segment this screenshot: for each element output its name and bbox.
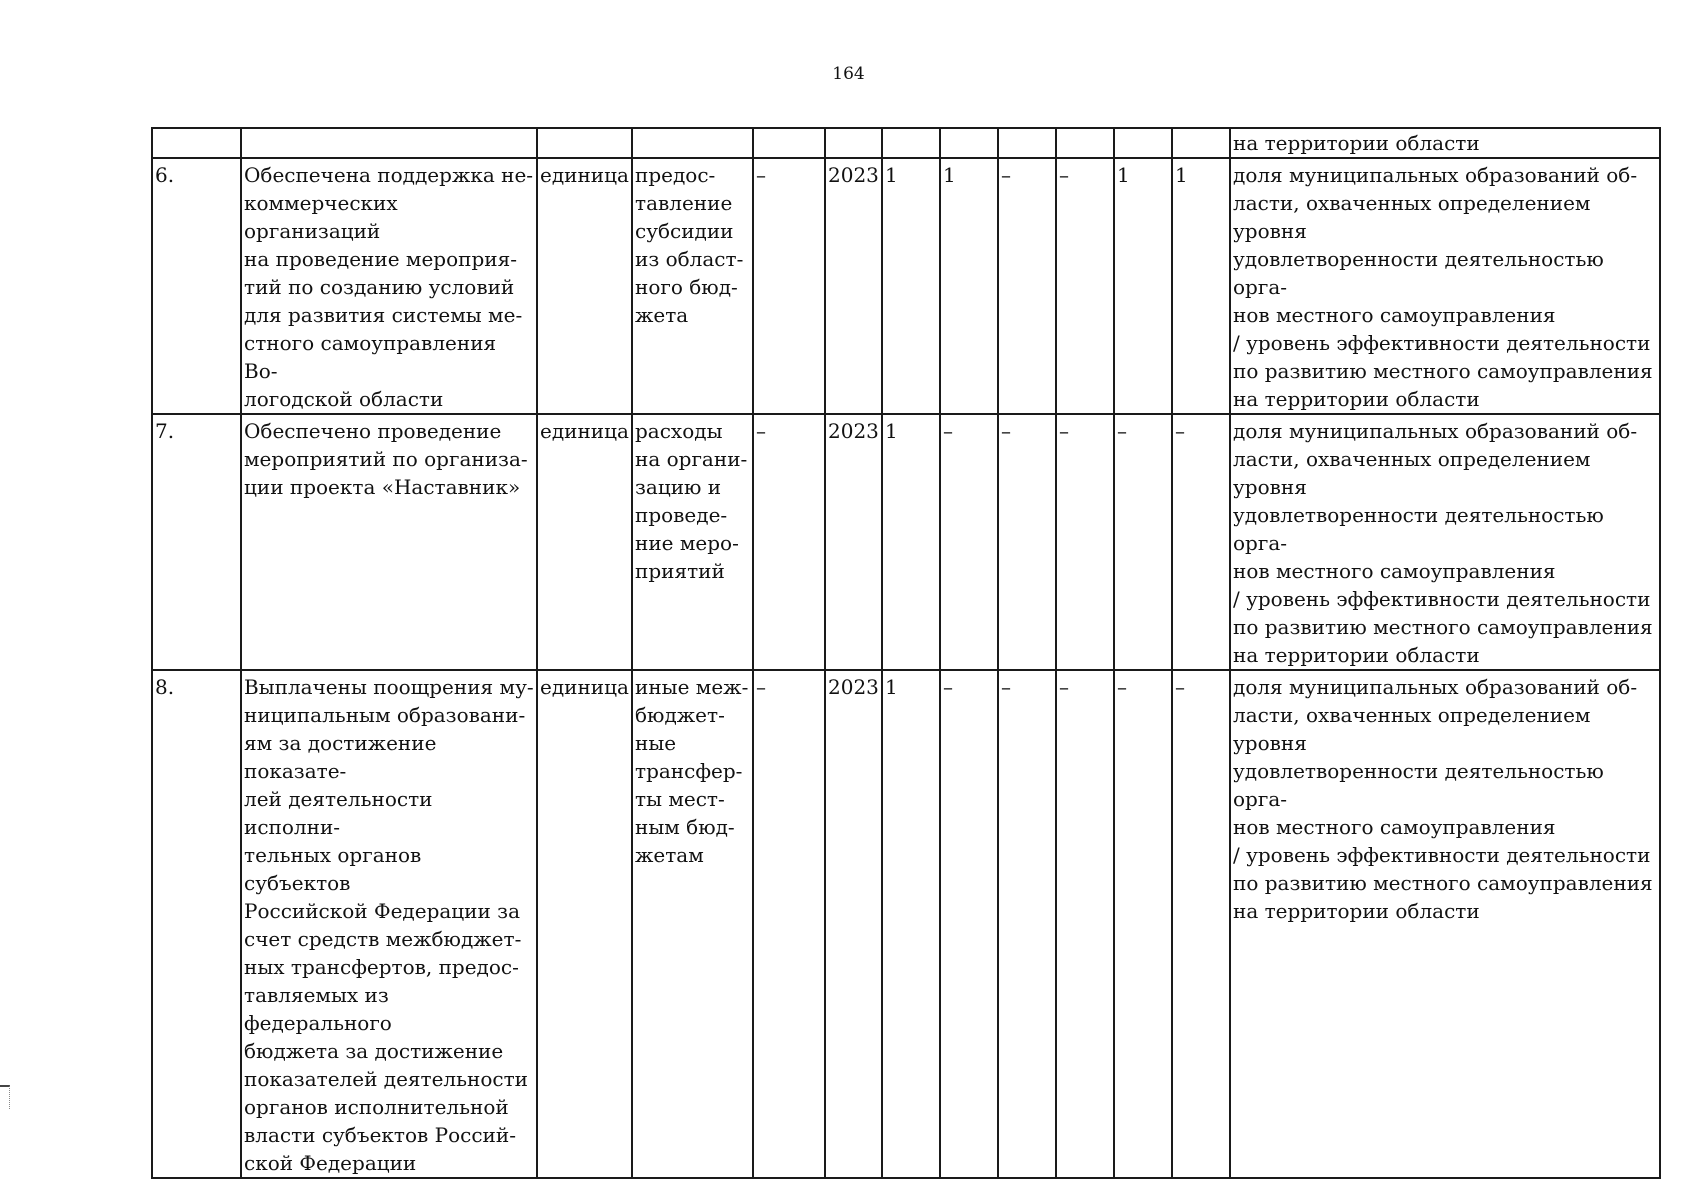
value-cell-6: – (1172, 414, 1230, 670)
value-cell-1: 1 (882, 670, 940, 1178)
indicator-link-cell: доля муниципальных образований об- ласти, охваченных определением уровня удовлетворенности деятельностью орга- нов местного самоуправления / уровень эффективности деятельности по развитию местного самоуправления на территории области (1230, 158, 1660, 414)
result-name-cell: Обеспечено проведение мероприятий по организа- ции проекта «Наставник» (241, 414, 537, 670)
value-cell-5 (1114, 128, 1172, 158)
indicator-link-cell: на территории области (1230, 128, 1660, 158)
table-row (152, 128, 1660, 158)
page-number: 164 (832, 64, 865, 84)
row-number-cell (152, 128, 241, 158)
funding-type-cell (632, 128, 753, 158)
base-value-cell: – (753, 158, 825, 414)
funding-type-cell: предос- тавление субсидии из област- ного бюд- жета (632, 158, 753, 414)
result-name-cell (241, 128, 537, 158)
base-value-cell: – (753, 414, 825, 670)
base-year-cell (825, 128, 882, 158)
base-value-cell (753, 128, 825, 158)
indicator-link-cell: доля муниципальных образований об- ласти, охваченных определением уровня удовлетворенности деятельностью орга- нов местного самоуправления / уровень эффективности деятельности по развитию местного самоуправления на территории области (1230, 414, 1660, 670)
unit-cell: единица (537, 158, 632, 414)
value-cell-4 (1056, 128, 1114, 158)
value-cell-4: – (1056, 670, 1114, 1178)
result-name-cell: Выплачены поощрения му- ниципальным образовани- ям за достижение показате- лей деятельности исполни- тельных органов субъектов Российской Федерации за счет средств межбюджет- ных трансфертов, предос- тавляемых из федерального бюджета за достижение показателей деятельности органов исполнительной власти субъектов Россий- ской Федерации (241, 670, 537, 1178)
value-cell-6 (1172, 128, 1230, 158)
value-cell-5: 1 (1114, 158, 1172, 414)
value-cell-3: – (998, 158, 1056, 414)
value-cell-1: 1 (882, 414, 940, 670)
base-value-cell: – (753, 670, 825, 1178)
result-name-cell: Обеспечена поддержка не- коммерческих организаций на проведение мероприя- тий по созданию условий для развития системы ме- стного самоуправления Во- логодской области (241, 158, 537, 414)
table-row (152, 414, 1660, 670)
base-year-cell: 2023 (825, 414, 882, 670)
table-row (152, 670, 1660, 1178)
value-cell-2: 1 (940, 158, 998, 414)
value-cell-3: – (998, 414, 1056, 670)
data-table (151, 127, 1661, 1179)
base-year-cell: 2023 (825, 670, 882, 1178)
margin-mark (0, 1085, 10, 1109)
unit-cell: единица (537, 670, 632, 1178)
row-number-cell: 7. (152, 414, 241, 670)
table-body (152, 128, 1660, 1178)
value-cell-6: 1 (1172, 158, 1230, 414)
value-cell-3 (998, 128, 1056, 158)
indicator-link-cell: доля муниципальных образований об- ласти, охваченных определением уровня удовлетворенности деятельностью орга- нов местного самоуправления / уровень эффективности деятельности по развитию местного самоуправления на территории области (1230, 670, 1660, 1178)
value-cell-2 (940, 128, 998, 158)
value-cell-4: – (1056, 414, 1114, 670)
funding-type-cell: расходы на органи- зацию и проведе- ние меро- приятий (632, 414, 753, 670)
value-cell-4: – (1056, 158, 1114, 414)
base-year-cell: 2023 (825, 158, 882, 414)
value-cell-2: – (940, 670, 998, 1178)
value-cell-5: – (1114, 670, 1172, 1178)
value-cell-1 (882, 128, 940, 158)
funding-type-cell: иные меж- бюджет- ные трансфер- ты мест- ным бюд- жетам (632, 670, 753, 1178)
row-number-cell: 8. (152, 670, 241, 1178)
value-cell-5: – (1114, 414, 1172, 670)
unit-cell: единица (537, 414, 632, 670)
value-cell-6: – (1172, 670, 1230, 1178)
value-cell-3: – (998, 670, 1056, 1178)
value-cell-2: – (940, 414, 998, 670)
table-row (152, 158, 1660, 414)
unit-cell (537, 128, 632, 158)
row-number-cell: 6. (152, 158, 241, 414)
value-cell-1: 1 (882, 158, 940, 414)
